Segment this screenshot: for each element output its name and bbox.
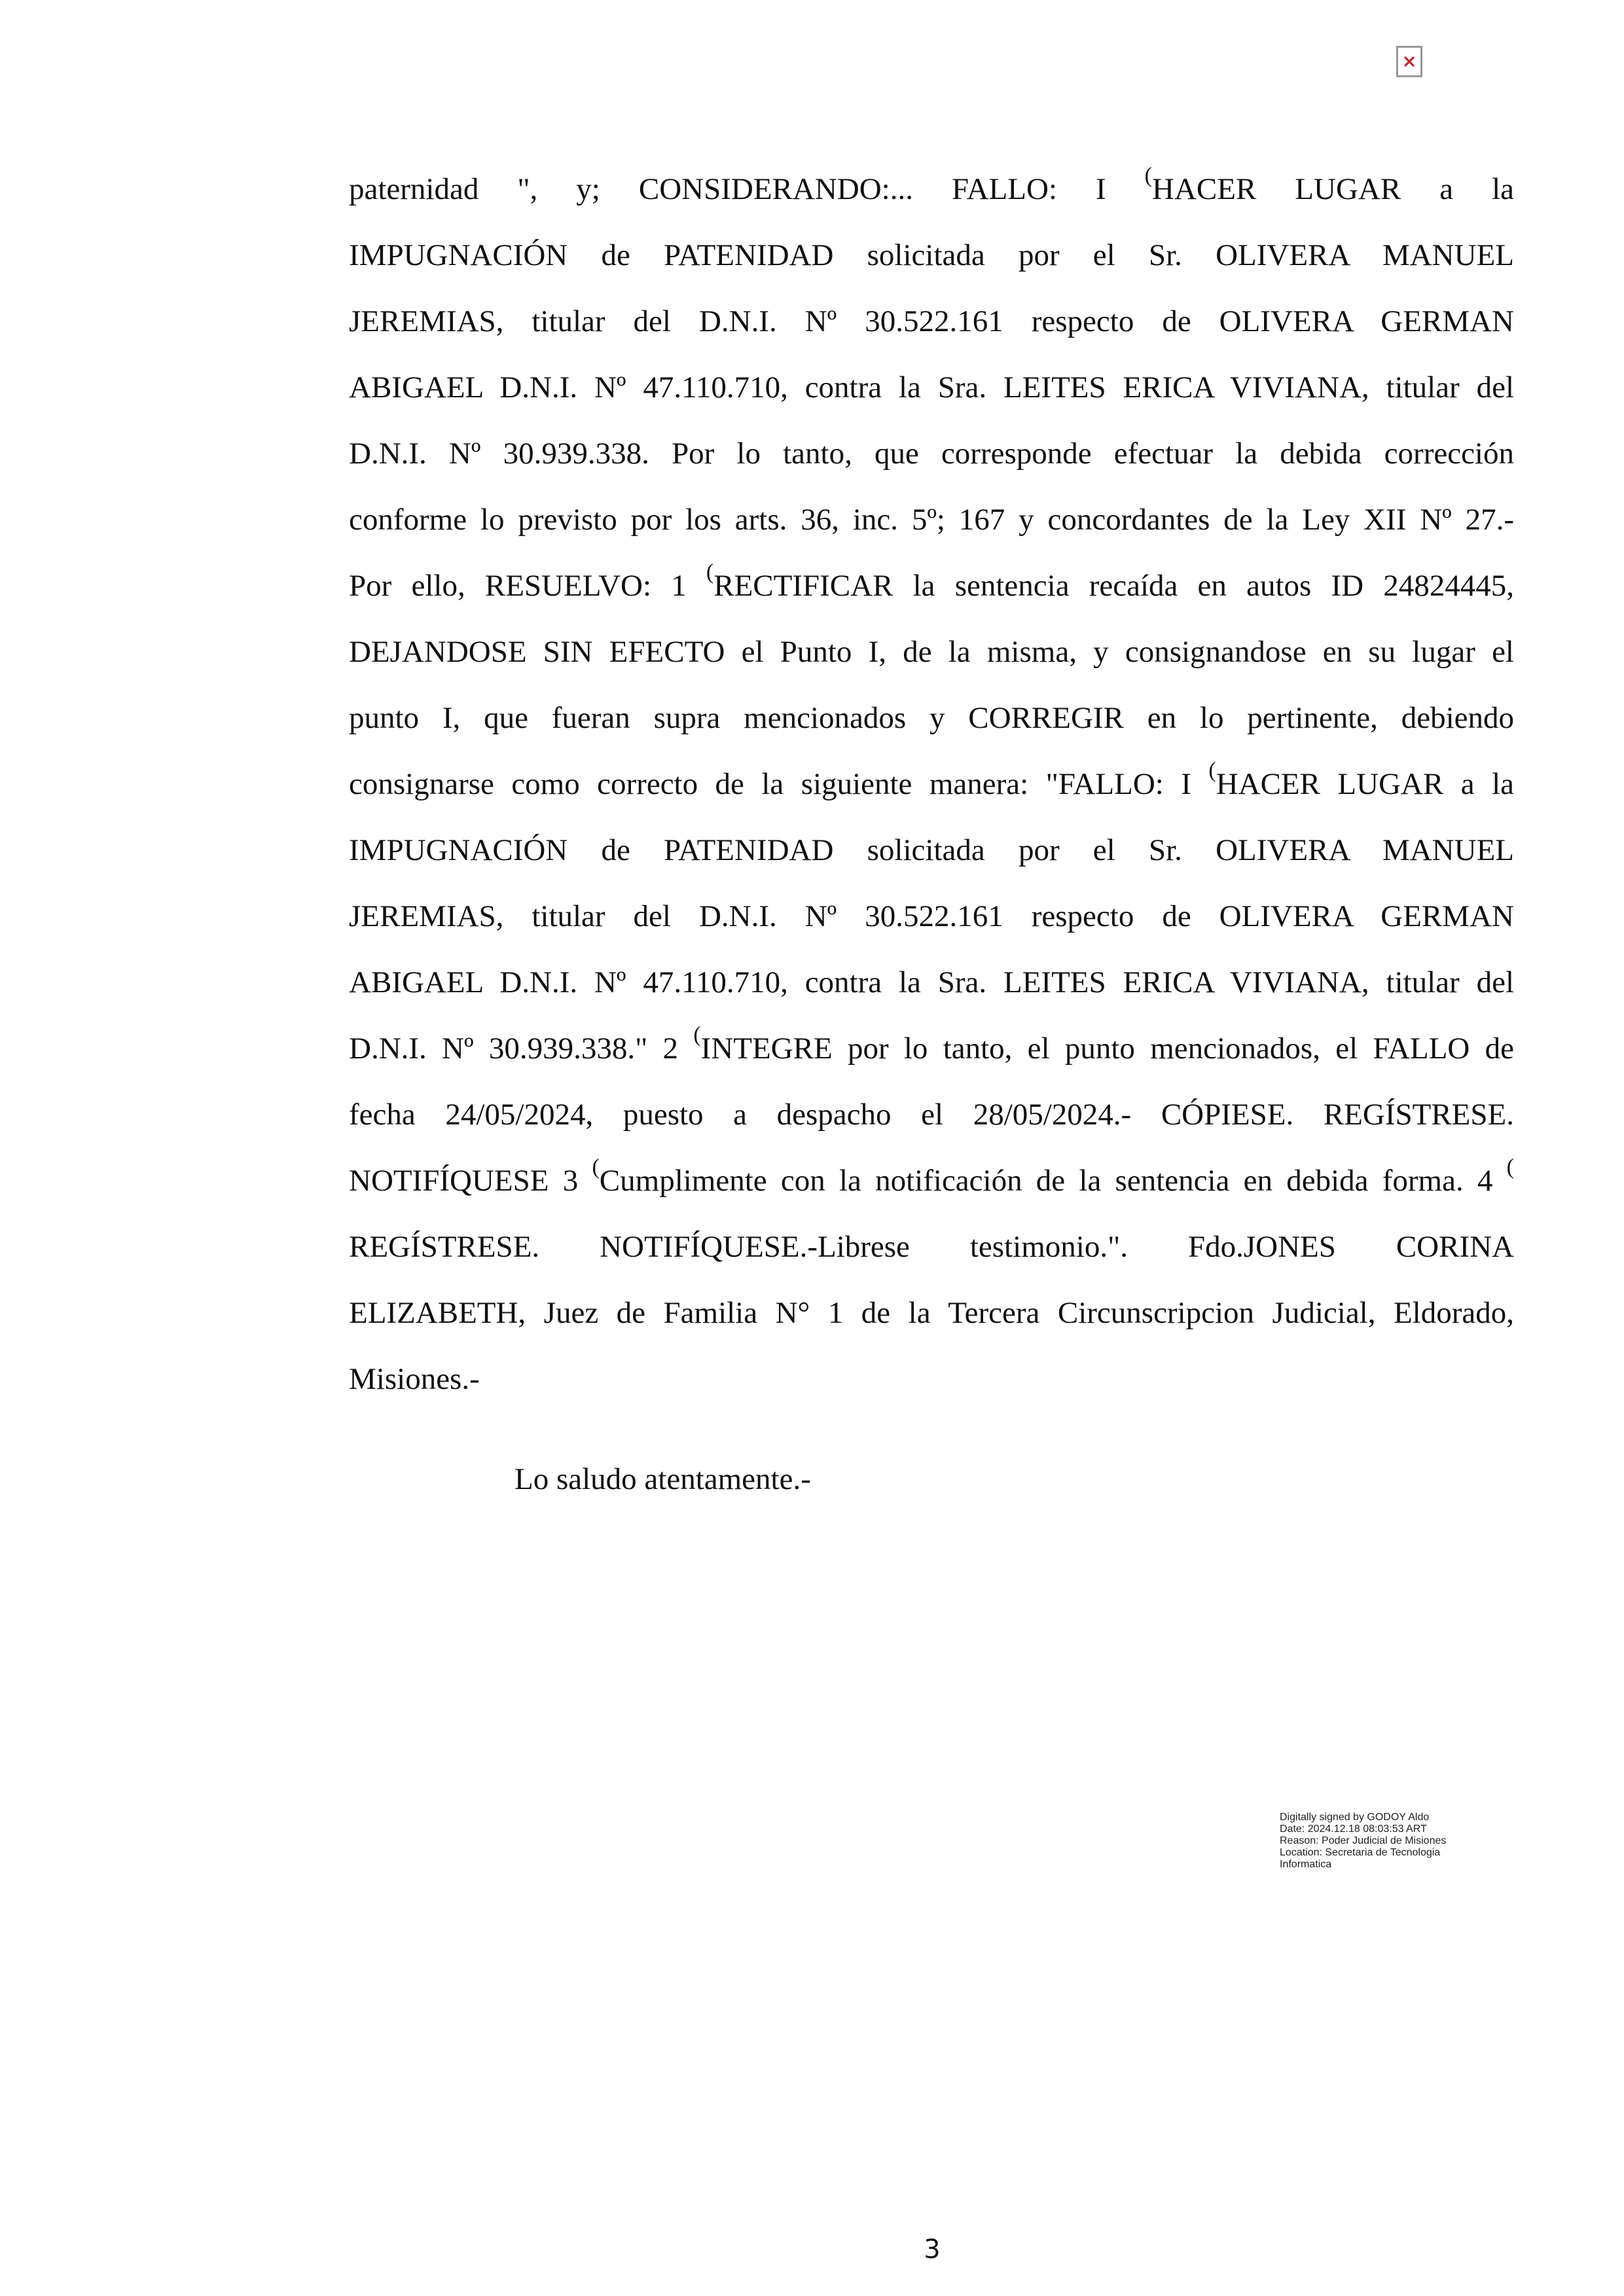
line-text: paternidad ", y; CONSIDERANDO:... FALLO: I — [349, 172, 1145, 206]
paragraph-line — [349, 629, 1514, 695]
signature-line: Date: 2024.12.18 08:03:53 ART — [1280, 1823, 1427, 1835]
paragraph-line — [349, 497, 1514, 563]
superscript-mark: ( — [706, 560, 714, 584]
digital-signature — [1280, 1812, 1515, 1871]
line-text: conforme lo previsto por los arts. 36, inc. 5º; 167 y concordantes de la Ley XII Nº 27.- — [349, 503, 1514, 537]
line-text: fecha 24/05/2024, puesto a despacho el 28/05/2024.- CÓPIESE. REGÍSTRESE. — [349, 1098, 1514, 1132]
line-text: D.N.I. Nº 30.939.338. Por lo tanto, que corresponde efectuar la debida corrección — [349, 437, 1514, 471]
paragraph-line — [349, 560, 1514, 629]
line-text: DEJANDOSE SIN EFECTO el Punto I, de la misma, y consignandose en su lugar el — [349, 635, 1514, 669]
paragraph-line — [349, 365, 1514, 431]
paragraph-line — [349, 431, 1514, 497]
paragraph-line — [349, 1022, 1514, 1092]
superscript-mark: ( — [592, 1155, 600, 1179]
signature-line: Informatica — [1280, 1859, 1332, 1870]
paragraph-line — [349, 1290, 1514, 1356]
line-text: INTEGRE por lo tanto, el punto mencionados, el FALLO de — [700, 1031, 1514, 1066]
line-text: ELIZABETH, Juez de Familia N° 1 de la Tercera Circunscripcion Judicial, Eldorado, — [349, 1296, 1514, 1330]
line-text: RECTIFICAR la sentencia recaída en autos ID 24824445, — [713, 569, 1514, 603]
paragraph-line — [349, 1356, 1514, 1422]
line-text: REGÍSTRESE. NOTIFÍQUESE.-Librese testimonio.". Fdo.JONES CORINA — [349, 1230, 1514, 1264]
superscript-mark: ( — [1144, 163, 1152, 188]
line-text: NOTIFÍQUESE 3 — [349, 1164, 592, 1198]
line-text: punto I, que fueran supra mencionados y CORREGIR en lo pertinente, debiendo — [349, 701, 1514, 735]
signature-line: Reason: Poder Judicial de Misiones — [1280, 1835, 1447, 1846]
paragraph-line — [349, 827, 1514, 893]
line-text: JEREMIAS, titular del D.N.I. Nº 30.522.161 respecto de OLIVERA GERMAN — [349, 899, 1514, 933]
superscript-mark: ( — [1506, 1155, 1514, 1179]
line-text: HACER LUGAR a la — [1216, 767, 1514, 801]
line-text: Misiones.- — [349, 1362, 480, 1396]
line-text: Cumplimente con la notificación de la sentencia en debida forma. 4 — [599, 1164, 1507, 1198]
line-text: IMPUGNACIÓN de PATENIDAD solicitada por el Sr. OLIVERA MANUEL — [349, 238, 1514, 272]
signature-line: Location: Secretaria de Tecnologia — [1280, 1847, 1441, 1858]
line-text: D.N.I. Nº 30.939.338." 2 — [349, 1031, 694, 1066]
paragraph-line — [349, 1224, 1514, 1290]
paragraph-line — [349, 1155, 1514, 1224]
line-text: Por ello, RESUELVO: 1 — [349, 569, 706, 603]
line-text: JEREMIAS, titular del D.N.I. Nº 30.522.161 respecto de OLIVERA GERMAN — [349, 304, 1514, 338]
superscript-mark: ( — [1208, 758, 1216, 783]
signature-line: Digitally signed by GODOY Aldo — [1280, 1812, 1430, 1823]
page-number: 3 — [924, 2234, 941, 2265]
superscript-mark: ( — [693, 1022, 701, 1047]
close-icon — [1403, 56, 1415, 67]
paragraph-line — [349, 298, 1514, 365]
paragraph-line — [349, 893, 1514, 960]
line-text: consignarse como correcto de la siguiente manera: "FALLO: I — [349, 767, 1209, 801]
line-text: HACER LUGAR a la — [1152, 172, 1514, 206]
paragraph-line — [349, 695, 1514, 761]
resolution-paragraph — [349, 163, 1514, 1422]
broken-image-icon — [1396, 46, 1422, 77]
paragraph-line — [349, 758, 1514, 827]
closing-salutation: Lo saludo atentamente.- — [514, 1462, 811, 1496]
line-text: IMPUGNACIÓN de PATENIDAD solicitada por el Sr. OLIVERA MANUEL — [349, 833, 1514, 867]
paragraph-line — [349, 232, 1514, 298]
paragraph-line — [349, 960, 1514, 1026]
line-text: ABIGAEL D.N.I. Nº 47.110.710, contra la Sra. LEITES ERICA VIVIANA, titular del — [349, 965, 1514, 999]
paragraph-line — [349, 1092, 1514, 1158]
line-text: ABIGAEL D.N.I. Nº 47.110.710, contra la Sra. LEITES ERICA VIVIANA, titular del — [349, 370, 1514, 404]
paragraph-line — [349, 163, 1514, 232]
